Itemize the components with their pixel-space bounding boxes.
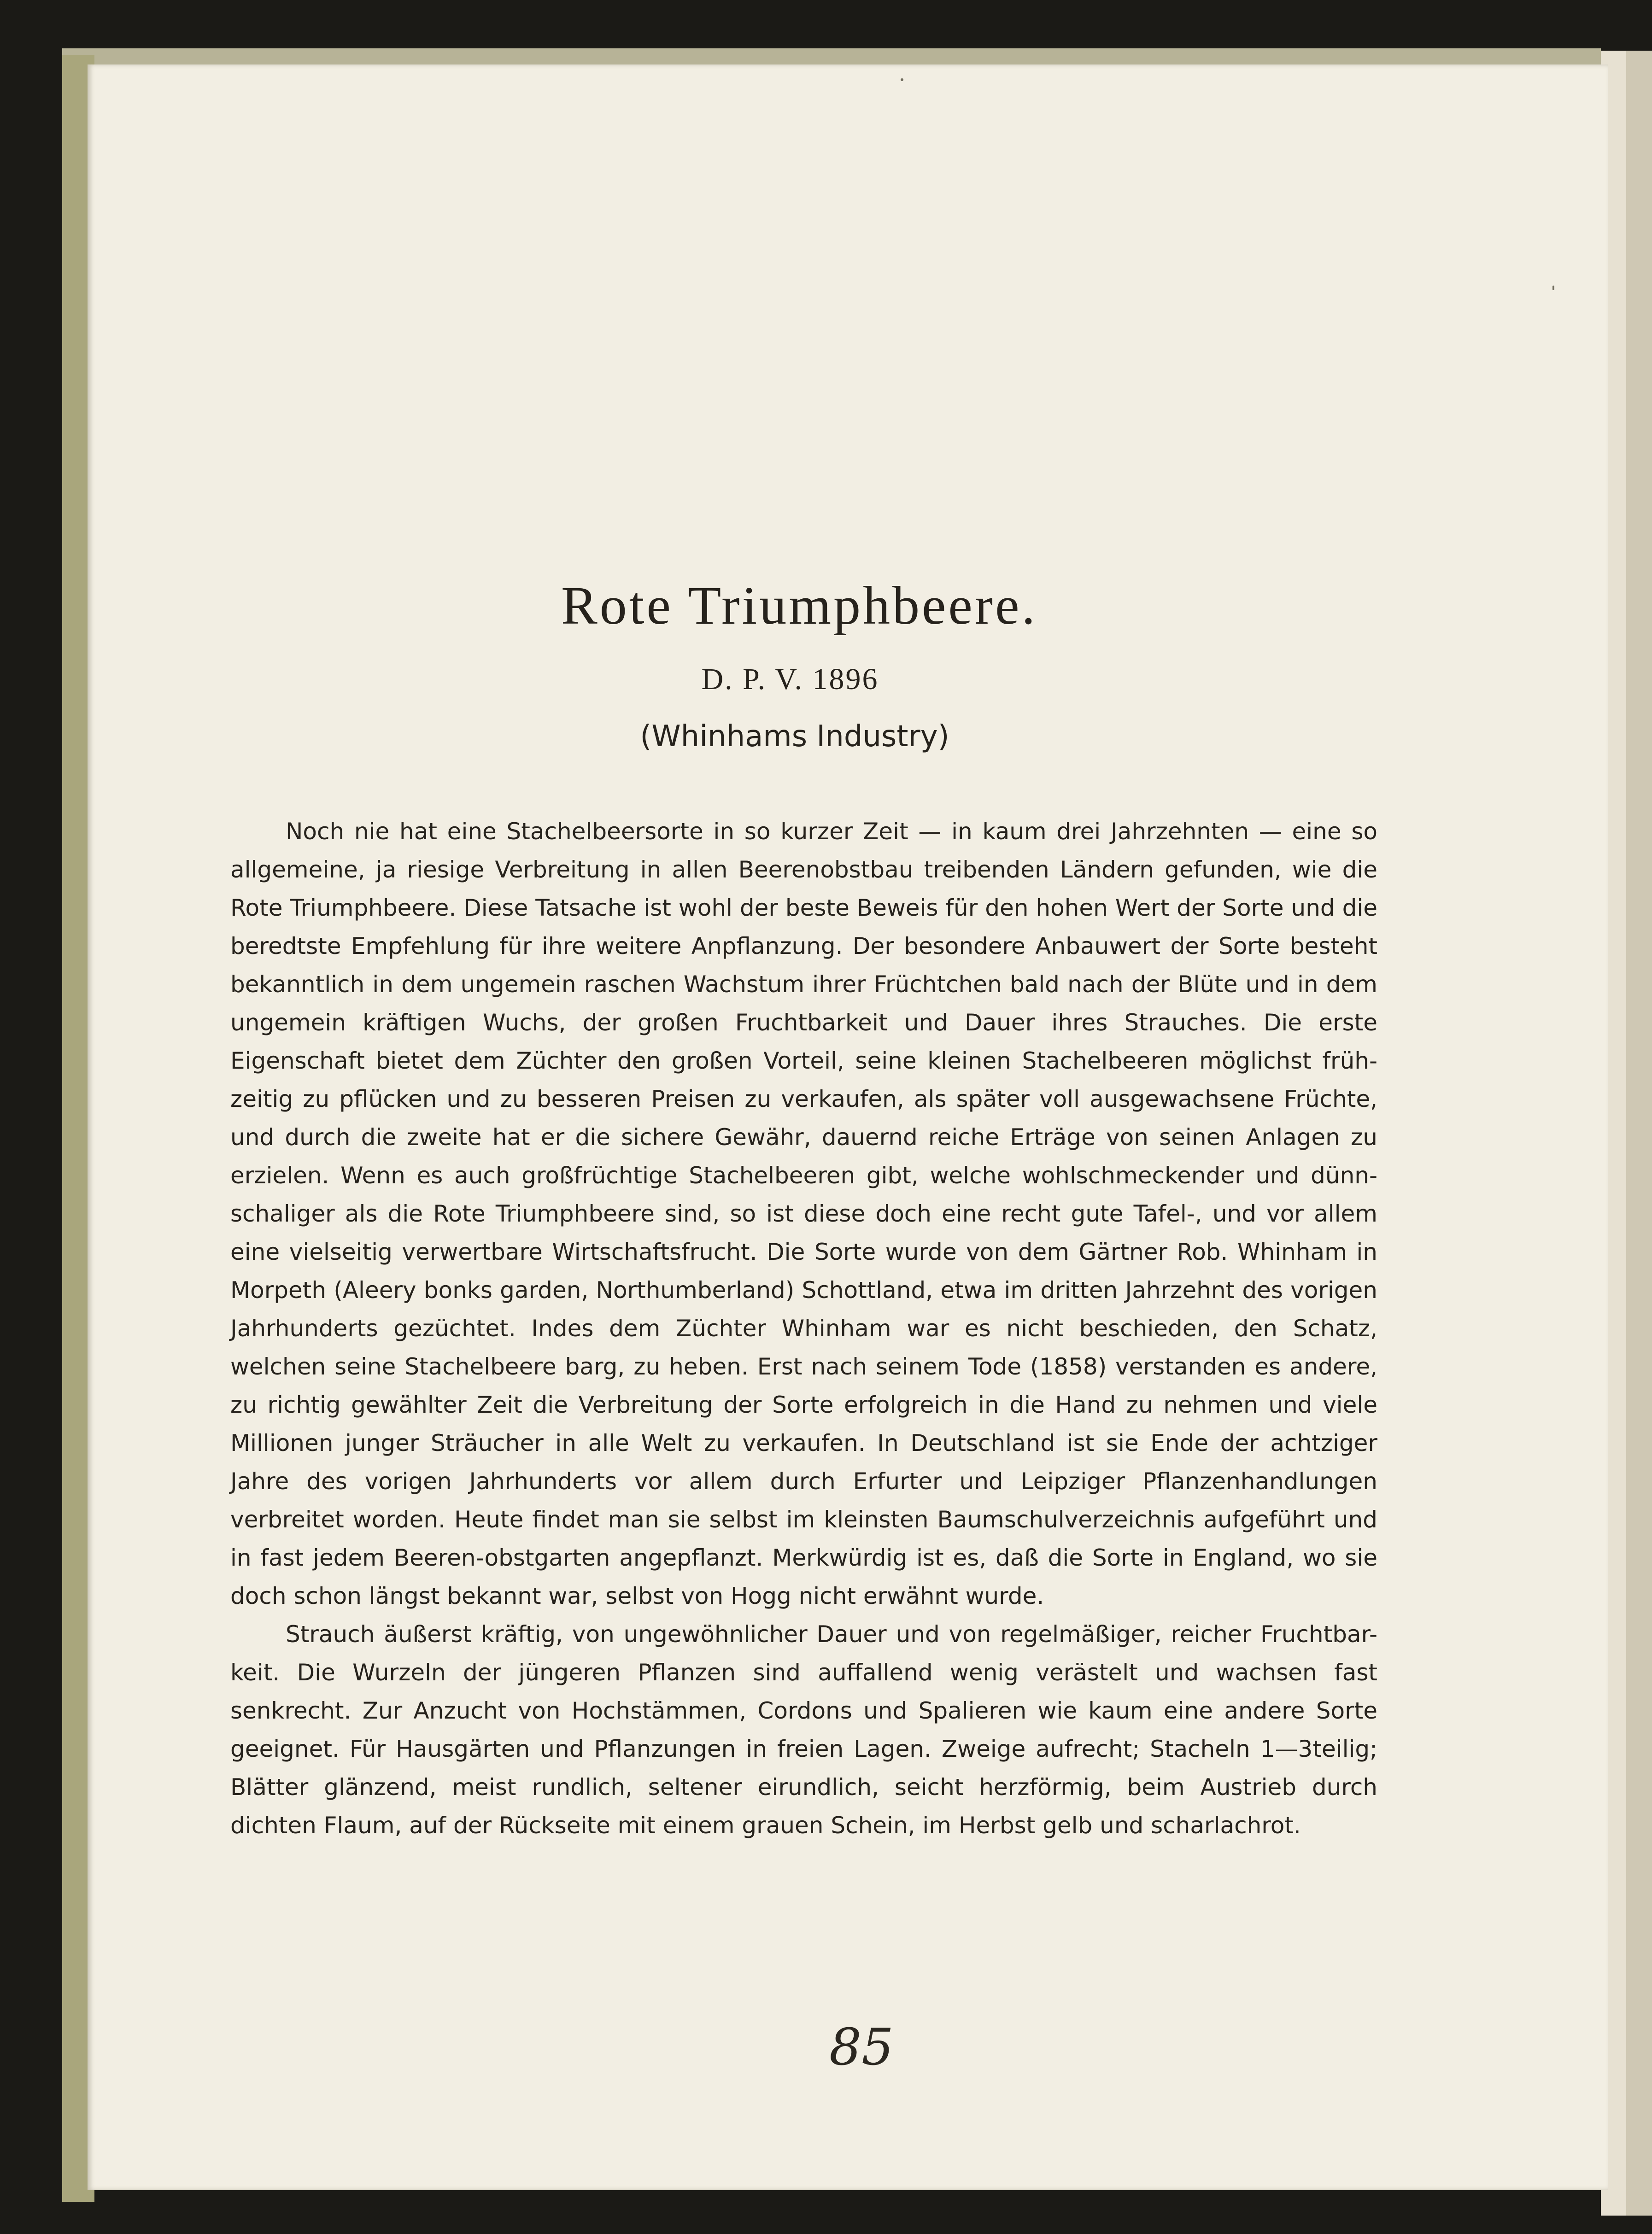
- paragraph: Strauch äußerst kräftig, von ungewöhnlicher Dauer und von regelmäßiger, reicher Fruchtbar-keit. Die Wurzeln der jüngeren Pflanzen sind auffallend wenig verästelt und wachsen fast senkrecht. Zur Anzucht von Hochstämmen, Cordons und Spalieren wie kaum eine andere Sorte geeignet. Für Hausgärten und Pflanzungen in freien Lagen. Zweige aufrecht; Stacheln 1—3teilig; Blätter glänzend, meist rundlich, seltener eirundlich, seicht herzförmig, beim Austrieb durch dichten Flaum, auf der Rückseite mit einem grauen Schein, im Herbst gelb und scharlachrot.: [230, 1621, 1377, 1839]
- cover-board-top: [62, 48, 1601, 67]
- body-text: [230, 813, 1377, 1845]
- page-number: 85: [829, 2018, 894, 2076]
- paper-speck: [901, 78, 903, 81]
- paragraph: Noch nie hat eine Stachelbeersorte in so kurzer Zeit — in kaum drei Jahrzehnten — eine so allgemeine, ja riesige Verbreitung in allen Beerenobstbau treibenden Ländern gefunden, wie die Rote Triumphbeere. Diese Tatsache ist wohl der beste Beweis für den hohen Wert der Sorte und die beredtste Empfehlung für ihre weitere Anpflanzung. Der besondere Anbauwert der Sorte besteht bekanntlich in dem ungemein raschen Wachstum ihrer Früchtchen bald nach der Blüte und in dem ungemein kräftigen Wuchs, der großen Fruchtbarkeit und Dauer ihres Strauches. Die erste Eigenschaft bietet dem Züchter den großen Vorteil, seine kleinen Stachelbeeren möglichst früh-zeitig zu pflücken und zu besseren Preisen zu verkaufen, als später voll ausgewachsene Früchte, und durch die zweite hat er die sichere Gewähr, dauernd reiche Erträge von seinen Anlagen zu erzielen. Wenn es auch großfrüchtige Stachelbeeren gibt, welche wohlschmeckender und dünn-schaliger als die Rote Triumphbeere sind, so ist diese doch eine recht gute Tafel-, und vor allem eine vielseitig verwertbare Wirtschaftsfrucht. Die Sorte wurde von dem Gärtner Rob. Whinham in Morpeth (Aleery bonks garden, Northumberland) Schottland, etwa im dritten Jahrzehnt des vorigen Jahrhunderts gezüchtet. Indes dem Züchter Whinham war es nicht beschieden, den Schatz, welchen seine Stachelbeere barg, zu heben. Erst nach seinem Tode (1858) verstanden es andere, zu richtig gewählter Zeit die Verbreitung der Sorte erfolgreich in die Hand zu nehmen und viele Millionen junger Sträucher in alle Welt zu verkaufen. In Deutschland ist sie Ende der achtziger Jahre des vorigen Jahrhunderts vor allem durch Erfurter und Leipziger Pflanzenhandlungen verbreitet worden. Heute findet man sie selbst im kleinsten Baumschulverzeichnis aufgeführt und in fast jedem Beeren-obstgarten angepflanzt. Merkwürdig ist es, daß die Sorte in England, wo sie doch schon längst bekannt war, selbst von Hogg nicht erwähnt wurde.: [230, 818, 1377, 1609]
- variety-name: (Whinhams Industry): [640, 719, 949, 754]
- paper-speck: [1552, 286, 1554, 290]
- page-title: Rote Triumphbeere.: [561, 575, 1037, 636]
- binding-strip: [1626, 51, 1652, 2216]
- page-content: [230, 571, 1377, 1845]
- page-subtitle: D. P. V. 1896: [701, 662, 879, 696]
